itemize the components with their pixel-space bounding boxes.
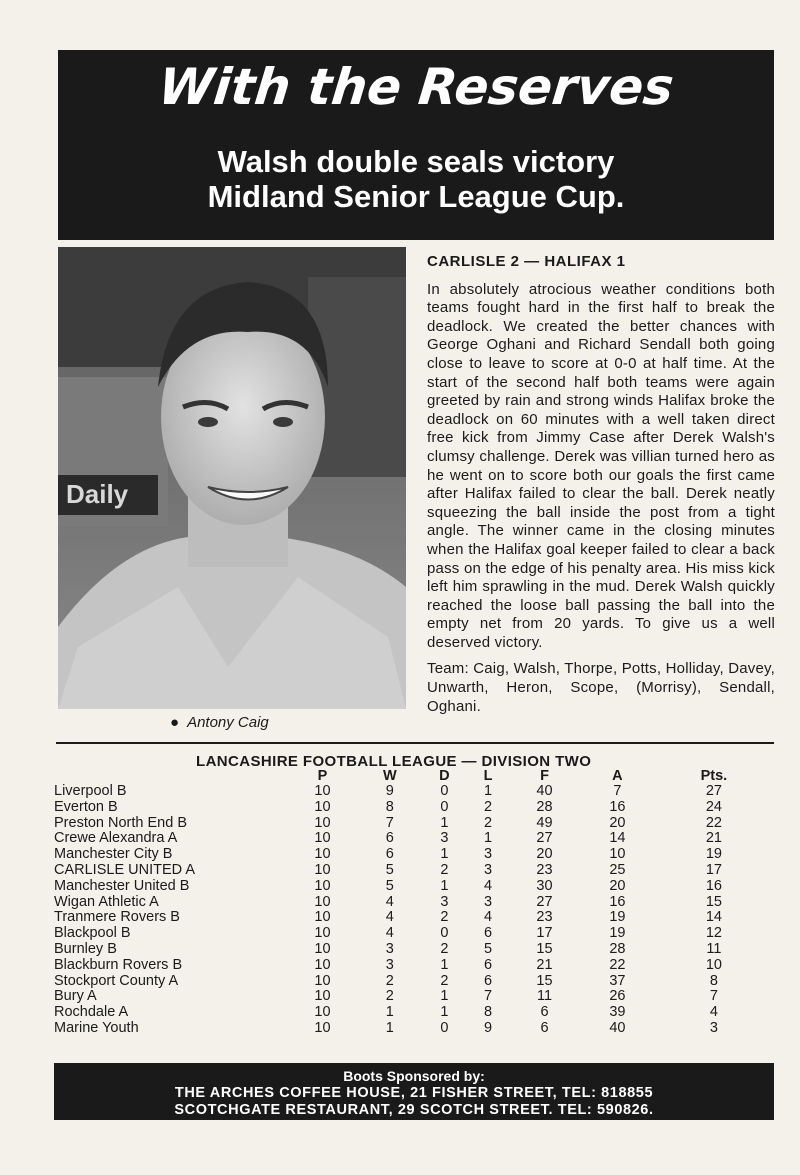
goals-against-cell: 19 [609, 909, 626, 926]
team-name-cell: Rochdale A [54, 1004, 129, 1021]
points-cell: 19 [705, 846, 722, 863]
table-row [54, 1021, 774, 1037]
drawn-cell: 0 [440, 925, 449, 942]
team-name-cell: Manchester United B [54, 877, 190, 894]
team-name-cell: Marine Youth [54, 1019, 139, 1036]
team-name-cell: CARLISLE UNITED A [54, 861, 196, 878]
goals-against-cell: 26 [609, 988, 626, 1005]
points-cell: 7 [709, 988, 718, 1005]
played-cell: 10 [314, 783, 331, 799]
drawn-cell: 1 [440, 877, 449, 894]
sponsor-line-2: SCOTCHGATE RESTAURANT, 29 SCOTCH STREET. TEL: 590826. [174, 1102, 654, 1118]
table-row [54, 831, 774, 847]
played-cell: 10 [314, 893, 331, 910]
lost-cell: 6 [484, 925, 493, 942]
lost-cell: 5 [484, 940, 493, 957]
points-cell: 3 [709, 1019, 718, 1036]
drawn-cell: 2 [440, 972, 449, 989]
goals-for-cell: 15 [536, 940, 553, 957]
points-cell: 12 [705, 925, 722, 942]
player-photo-image [58, 247, 406, 709]
drawn-cell: 1 [440, 988, 449, 1005]
team-name-cell: Preston North End B [54, 814, 187, 831]
background-sign-text: Daily [66, 479, 129, 509]
played-cell: 10 [314, 830, 331, 847]
lost-cell: 7 [484, 988, 493, 1005]
played-cell: 10 [314, 925, 331, 942]
team-name-cell: Blackpool B [54, 925, 131, 942]
won-cell: 1 [385, 1004, 394, 1021]
table-row [54, 989, 774, 1005]
drawn-cell: 0 [440, 783, 449, 799]
drawn-cell: 2 [440, 909, 449, 926]
drawn-cell: 1 [440, 1004, 449, 1021]
goals-for-cell: 23 [536, 909, 553, 926]
won-cell: 4 [385, 925, 394, 942]
goals-against-cell: 10 [609, 846, 626, 863]
team-name-cell: Blackburn Rovers B [54, 956, 183, 973]
sponsor-banner [54, 1063, 774, 1120]
headline-line-2: Midland Senior League Cup. [207, 179, 625, 214]
played-cell: 10 [314, 861, 331, 878]
goals-for-cell: 21 [536, 956, 553, 973]
lost-cell: 9 [484, 1019, 493, 1036]
match-report-title: CARLISLE 2 — HALIFAX 1 [427, 253, 626, 270]
table-row [54, 895, 774, 911]
points-cell: 15 [705, 893, 722, 910]
league-table [54, 768, 774, 1037]
points-cell: 8 [709, 972, 718, 989]
table-row [54, 784, 774, 800]
table-row [54, 974, 774, 990]
played-cell: 10 [314, 1019, 331, 1036]
points-cell: 10 [705, 956, 722, 973]
won-cell: 8 [385, 798, 394, 815]
points-cell: 17 [705, 861, 722, 878]
lost-cell: 1 [484, 783, 493, 799]
lost-cell: 6 [484, 972, 493, 989]
won-cell: 3 [385, 956, 394, 973]
team-name-cell: Stockport County A [54, 972, 179, 989]
goals-for-cell: 11 [536, 988, 553, 1005]
team-name-cell: Manchester City B [54, 846, 173, 863]
lost-cell: 8 [484, 1004, 493, 1021]
won-cell: 3 [385, 940, 394, 957]
column-header-for: F [540, 768, 549, 784]
won-cell: 6 [385, 846, 394, 863]
played-cell: 10 [314, 814, 331, 831]
goals-against-cell: 22 [609, 956, 626, 973]
photo-caption [170, 714, 269, 731]
goals-against-cell: 39 [609, 1004, 626, 1021]
played-cell: 10 [314, 877, 331, 894]
lost-cell: 2 [484, 798, 493, 815]
points-cell: 27 [705, 783, 722, 799]
won-cell: 2 [385, 988, 394, 1005]
column-header-won: W [382, 768, 397, 784]
column-header-lost: L [483, 768, 493, 784]
goals-against-cell: 14 [609, 830, 626, 847]
played-cell: 10 [314, 1004, 331, 1021]
drawn-cell: 2 [440, 940, 449, 957]
drawn-cell: 1 [440, 956, 449, 973]
drawn-cell: 0 [440, 798, 449, 815]
lost-cell: 2 [484, 814, 493, 831]
headline-line-1: Walsh double seals victory [217, 144, 615, 179]
goals-for-cell: 6 [540, 1004, 549, 1021]
played-cell: 10 [314, 988, 331, 1005]
goals-against-cell: 40 [609, 1019, 626, 1036]
goals-for-cell: 15 [536, 972, 553, 989]
table-row [54, 863, 774, 879]
goals-for-cell: 6 [540, 1019, 549, 1036]
masthead-title: With the Reserves [155, 58, 677, 116]
team-name-cell: Bury A [54, 988, 97, 1005]
table-row [54, 942, 774, 958]
points-cell: 4 [709, 1004, 718, 1021]
league-table-title: LANCASHIRE FOOTBALL LEAGUE — DIVISION TWO [196, 753, 592, 770]
table-row [54, 800, 774, 816]
bullet-icon: ● [170, 714, 180, 731]
goals-for-cell: 40 [536, 783, 553, 799]
goals-against-cell: 16 [609, 798, 626, 815]
table-row [54, 1005, 774, 1021]
team-name-cell: Wigan Athletic A [54, 893, 159, 910]
won-cell: 7 [385, 814, 394, 831]
goals-for-cell: 27 [536, 830, 553, 847]
table-row [54, 879, 774, 895]
match-report-body: In absolutely atrocious weather conditions both teams fought hard in the first half to break the deadlock. We created the better chances with George Oghani and Richard Sendall both going close to leave to score at 0-0 at half time. At the start of the second half both teams were again greeted by rain and strong winds Halifax broke the deadlock on 60 minutes with a well taken direct free kick from Jimmy Case after Derek Walsh's clumsy challenge. Derek was villian turned hero as he went on to score both our goals the first came after Halifax failed to clear the ball. Derek neatly squeezing the ball inside the post from a tight angle. The winner came in the closing minutes when the Halifax goal keeper failed to clear a back pass on the edge of his penalty area. His miss kick left him sprawling in the mud. Derek Walsh quickly reached the loose ball passing the ball into the empty net from 20 yards. To give us a well deserved victory. [427, 280, 775, 651]
goals-against-cell: 28 [609, 940, 626, 957]
points-cell: 14 [705, 909, 722, 926]
points-cell: 21 [705, 830, 722, 847]
played-cell: 10 [314, 909, 331, 926]
goals-against-cell: 25 [609, 861, 626, 878]
table-row [54, 910, 774, 926]
table-row [54, 847, 774, 863]
headline [58, 144, 774, 214]
won-cell: 6 [385, 830, 394, 847]
column-header-drawn: D [439, 768, 450, 784]
lost-cell: 6 [484, 956, 493, 973]
points-cell: 11 [706, 940, 722, 957]
won-cell: 5 [385, 861, 394, 878]
column-header-points: Pts. [700, 768, 728, 784]
lost-cell: 3 [484, 893, 493, 910]
drawn-cell: 1 [440, 846, 449, 863]
points-cell: 22 [705, 814, 722, 831]
lost-cell: 3 [484, 861, 493, 878]
goals-against-cell: 37 [609, 972, 626, 989]
column-header-against: A [612, 768, 623, 784]
won-cell: 4 [385, 893, 394, 910]
table-row [54, 816, 774, 832]
drawn-cell: 1 [440, 814, 449, 831]
points-cell: 16 [705, 877, 722, 894]
goals-for-cell: 23 [536, 861, 553, 878]
column-header-team [54, 768, 286, 784]
drawn-cell: 3 [440, 893, 449, 910]
section-divider [56, 742, 774, 744]
column-header-played: P [317, 768, 328, 784]
page-header [58, 50, 774, 240]
league-table-body [54, 784, 774, 1037]
goals-for-cell: 28 [536, 798, 553, 815]
won-cell: 4 [385, 909, 394, 926]
played-cell: 10 [314, 798, 331, 815]
sponsor-line-1: THE ARCHES COFFEE HOUSE, 21 FISHER STREET, TEL: 818855 [174, 1085, 654, 1101]
won-cell: 2 [385, 972, 394, 989]
goals-against-cell: 19 [609, 925, 626, 942]
played-cell: 10 [314, 956, 331, 973]
team-name-cell: Burnley B [54, 940, 117, 957]
photo-caption-text: Antony Caig [187, 714, 269, 731]
team-lineup: Team: Caig, Walsh, Thorpe, Potts, Holliday, Davey, Unwarth, Heron, Scope, (Morrisy), Sendall, Oghani. [427, 660, 775, 715]
lost-cell: 4 [484, 909, 493, 926]
goals-for-cell: 30 [536, 877, 553, 894]
match-report [427, 253, 775, 716]
goals-against-cell: 16 [609, 893, 626, 910]
drawn-cell: 2 [440, 861, 449, 878]
drawn-cell: 0 [440, 1019, 449, 1036]
player-photo [58, 247, 406, 709]
lost-cell: 1 [484, 830, 493, 847]
team-name-cell: Tranmere Rovers B [54, 909, 180, 926]
goals-for-cell: 17 [536, 925, 553, 942]
table-row [54, 958, 774, 974]
team-name-cell: Everton B [54, 798, 118, 815]
goals-for-cell: 49 [536, 814, 553, 831]
won-cell: 1 [385, 1019, 394, 1036]
goals-against-cell: 7 [613, 783, 622, 799]
played-cell: 10 [314, 972, 331, 989]
lost-cell: 4 [484, 877, 493, 894]
points-cell: 24 [705, 798, 722, 815]
table-row [54, 926, 774, 942]
won-cell: 5 [385, 877, 394, 894]
lost-cell: 3 [484, 846, 493, 863]
drawn-cell: 3 [440, 830, 449, 847]
sponsor-heading: Boots Sponsored by: [343, 1068, 485, 1084]
team-name-cell: Crewe Alexandra A [54, 830, 178, 847]
league-table-header-row [54, 768, 774, 784]
goals-against-cell: 20 [609, 814, 626, 831]
won-cell: 9 [385, 783, 394, 799]
goals-for-cell: 27 [536, 893, 553, 910]
goals-for-cell: 20 [536, 846, 553, 863]
played-cell: 10 [314, 940, 331, 957]
goals-against-cell: 20 [609, 877, 626, 894]
played-cell: 10 [314, 846, 331, 863]
team-name-cell: Liverpool B [54, 783, 127, 799]
